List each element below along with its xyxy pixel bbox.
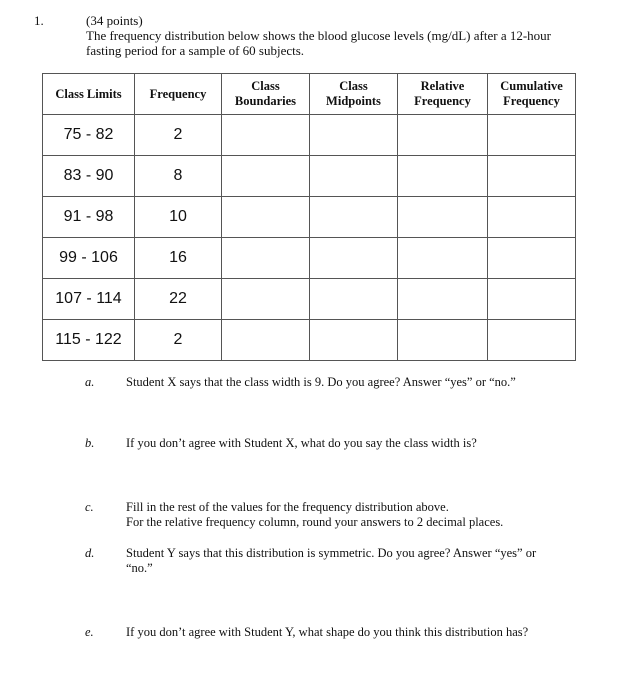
subquestion-letter: c.: [85, 500, 94, 514]
class-midpoints-cell[interactable]: [310, 320, 398, 361]
cumulative-frequency-cell[interactable]: [488, 238, 576, 279]
class-limits-cell: 91 - 98: [43, 197, 135, 238]
relative-frequency-cell[interactable]: [398, 279, 488, 320]
cumulative-frequency-cell[interactable]: [488, 156, 576, 197]
class-boundaries-cell[interactable]: [222, 238, 310, 279]
subquestion-text: Student Y says that this distribution is symmetric. Do you agree? Answer “yes” or “no.”: [126, 546, 537, 575]
class-limits-cell: 83 - 90: [43, 156, 135, 197]
class-limits-cell: 99 - 106: [43, 238, 135, 279]
frequency-cell: 2: [135, 115, 222, 156]
header-frequency: Frequency: [135, 74, 222, 115]
class-midpoints-cell[interactable]: [310, 279, 398, 320]
subquestion-text: If you don’t agree with Student Y, what shape do you think this distribution has?: [126, 625, 529, 639]
class-midpoints-cell[interactable]: [310, 197, 398, 238]
frequency-cell: 10: [135, 197, 222, 238]
cumulative-frequency-cell[interactable]: [488, 279, 576, 320]
question-number: 1.: [34, 13, 44, 28]
table-row: [43, 115, 576, 156]
intro-line: fasting period for a sample of 60 subjects.: [86, 43, 305, 58]
relative-frequency-cell[interactable]: [398, 238, 488, 279]
cumulative-frequency-cell[interactable]: [488, 115, 576, 156]
table-row: [43, 238, 576, 279]
class-boundaries-cell[interactable]: [222, 115, 310, 156]
class-limits-cell: 75 - 82: [43, 115, 135, 156]
relative-frequency-cell[interactable]: [398, 115, 488, 156]
relative-frequency-cell[interactable]: [398, 320, 488, 361]
intro-line: The frequency distribution below shows the blood glucose levels (mg/dL) after a 12-hour: [86, 28, 551, 43]
frequency-cell: 16: [135, 238, 222, 279]
cumulative-frequency-cell[interactable]: [488, 197, 576, 238]
relative-frequency-cell[interactable]: [398, 197, 488, 238]
header-relative-frequency: Relative Frequency: [398, 74, 488, 115]
subquestion-text: Student X says that the class width is 9. Do you agree? Answer “yes” or “no.”: [126, 375, 516, 389]
class-midpoints-cell[interactable]: [310, 115, 398, 156]
cumulative-frequency-cell[interactable]: [488, 320, 576, 361]
subquestion-text: Fill in the rest of the values for the frequency distribution above. For the relative frequency column, round your answers to 2 decimal places.: [126, 500, 504, 529]
frequency-cell: 8: [135, 156, 222, 197]
class-limits-cell: 115 - 122: [43, 320, 135, 361]
header-class-midpoints: Class Midpoints: [310, 74, 398, 115]
table-row: [43, 156, 576, 197]
subquestion-letter: b.: [85, 436, 95, 450]
question-intro: [86, 13, 606, 58]
table-row: [43, 197, 576, 238]
header-cumulative-frequency: Cumulative Frequency: [488, 74, 576, 115]
table-row: [43, 320, 576, 361]
class-midpoints-cell[interactable]: [310, 238, 398, 279]
class-boundaries-cell[interactable]: [222, 279, 310, 320]
question-points: (34 points): [86, 13, 143, 28]
relative-frequency-cell[interactable]: [398, 156, 488, 197]
subquestion-letter: d.: [85, 546, 95, 560]
frequency-cell: 2: [135, 320, 222, 361]
subquestion-letter: a.: [85, 375, 95, 389]
class-boundaries-cell[interactable]: [222, 320, 310, 361]
frequency-cell: 22: [135, 279, 222, 320]
class-limits-cell: 107 - 114: [43, 279, 135, 320]
table-row: [43, 279, 576, 320]
header-class-limits: Class Limits: [43, 74, 135, 115]
class-midpoints-cell[interactable]: [310, 156, 398, 197]
subquestion-letter: e.: [85, 625, 94, 639]
class-boundaries-cell[interactable]: [222, 156, 310, 197]
subquestion-text: If you don’t agree with Student X, what do you say the class width is?: [126, 436, 477, 450]
header-class-boundaries: Class Boundaries: [222, 74, 310, 115]
table-header-row: [43, 74, 576, 115]
frequency-distribution-table: [42, 73, 576, 361]
class-boundaries-cell[interactable]: [222, 197, 310, 238]
